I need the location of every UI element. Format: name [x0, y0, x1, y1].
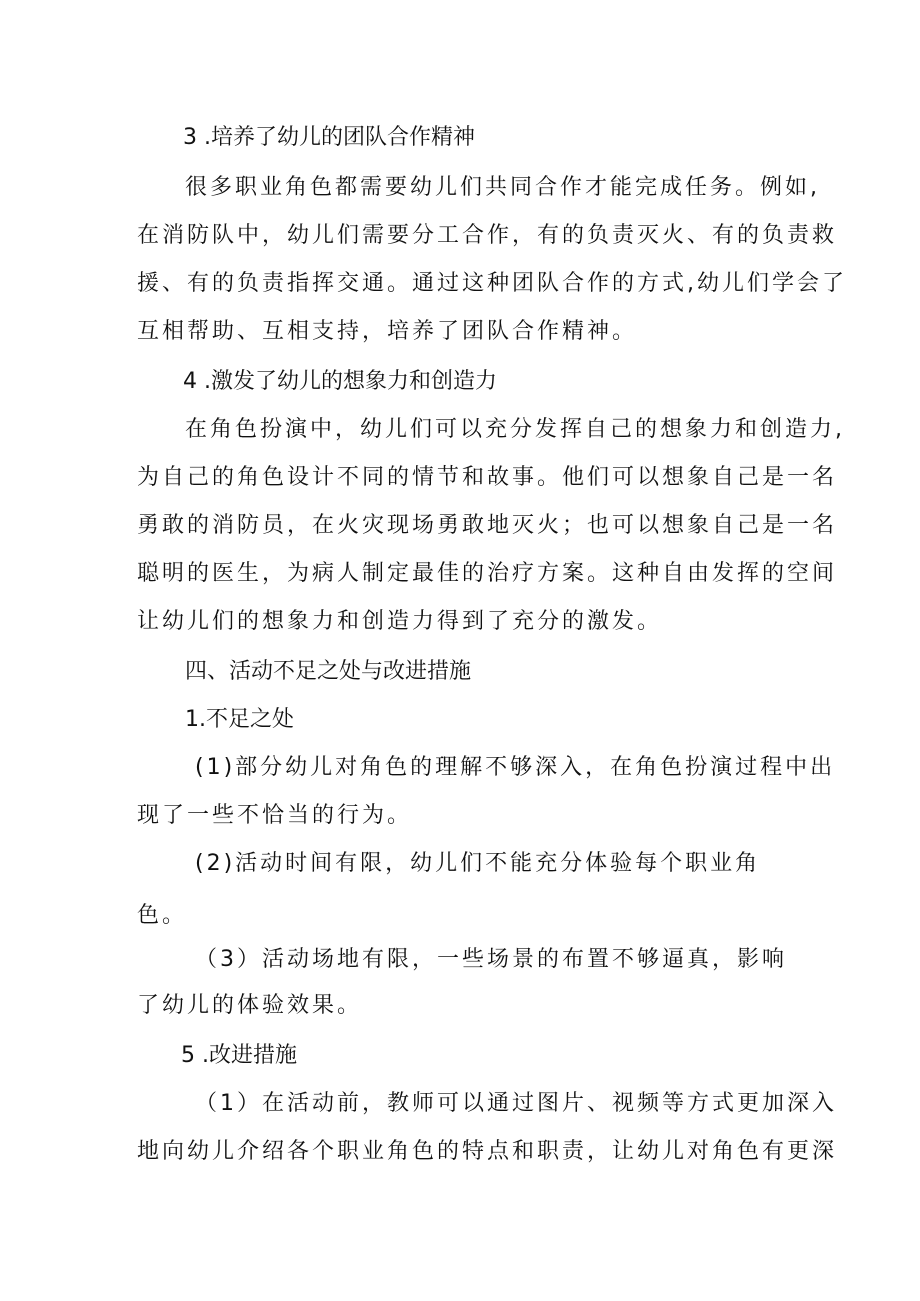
section-3-paragraph-line-4: 互相帮助、互相支持，培养了团队合作精神。 — [137, 319, 638, 344]
improvement-1-line-2: 地向幼儿介绍各个职业角色的特点和职责，让幼儿对角色有更深 — [137, 1139, 838, 1164]
section-4-paragraph-line-2: 为自己的角色设计不同的情节和故事。他们可以想象自己是一名 — [137, 465, 838, 490]
shortcoming-2-line-2: 色。 — [137, 903, 188, 928]
shortcomings-heading: 1.不足之处 — [185, 707, 294, 732]
section-3-paragraph-line-2: 在消防队中，幼儿们需要分工合作，有的负责灭火、有的负责救 — [137, 223, 838, 248]
shortcoming-1-line-2: 现了一些不恰当的行为。 — [137, 803, 413, 828]
part-4-title: 四、活动不足之处与改进措施 — [185, 659, 472, 684]
section-4-paragraph-line-4: 聪明的医生，为病人制定最佳的治疗方案。这种自由发挥的空间 — [137, 561, 838, 586]
shortcoming-1-line-1: (1)部分幼儿对角色的理解不够深入，在角色扮演过程中出 — [195, 755, 836, 780]
improvements-heading: 5 .改进措施 — [181, 1043, 297, 1068]
improvement-1-line-1: （1）在活动前，教师可以通过图片、视频等方式更加深入 — [195, 1091, 837, 1116]
section-3-paragraph-line-3: 援、有的负责指挥交通。通过这种团队合作的方式,幼儿们学会了 — [137, 271, 847, 296]
shortcoming-2-line-1: (2)活动时间有限，幼儿们不能充分体验每个职业角 — [195, 851, 761, 876]
shortcoming-3-line-2: 了幼儿的体验效果。 — [137, 993, 363, 1018]
shortcoming-3-line-1: （3）活动场地有限，一些场景的布置不够逼真，影响 — [195, 947, 787, 972]
section-3-heading: 3 .培养了幼儿的团队合作精神 — [183, 125, 475, 150]
section-4-paragraph-line-3: 勇敢的消防员，在火灾现场勇敢地灭火；也可以想象自己是一名 — [137, 513, 838, 538]
section-4-paragraph-line-5: 让幼儿们的想象力和创造力得到了充分的激发。 — [137, 609, 663, 634]
section-4-heading: 4 .激发了幼儿的想象力和创造力 — [183, 369, 497, 394]
section-4-paragraph-line-1: 在角色扮演中，幼儿们可以充分发挥自己的想象力和创造力, — [185, 417, 845, 442]
section-3-paragraph-line-1: 很多职业角色都需要幼儿们共同合作才能完成任务。例如, — [185, 175, 820, 200]
